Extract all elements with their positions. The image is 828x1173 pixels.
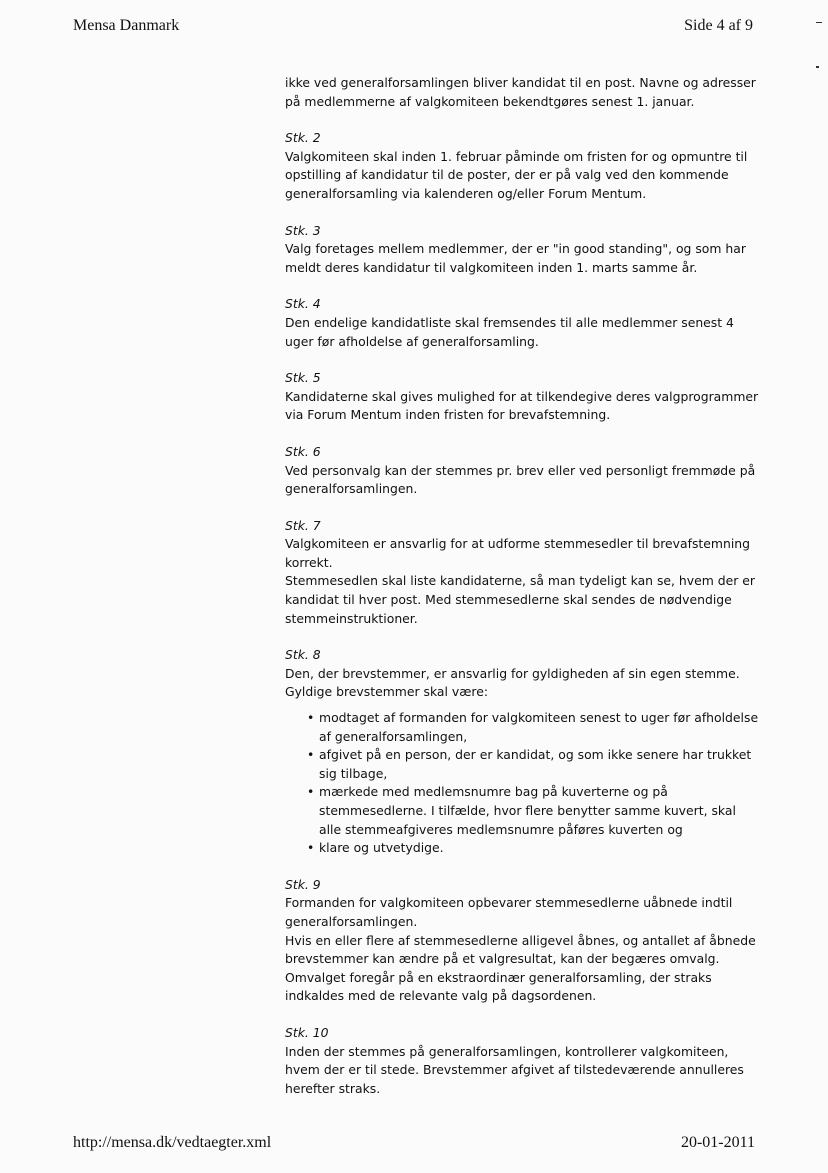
section-paragraph: Kandidaterne skal gives mulighed for at tilkendegive deres valgprogrammer via Forum Mentum inden fristen for brevafstemning.	[285, 388, 759, 423]
bullet-icon: •	[307, 840, 315, 856]
section-stk-6	[285, 443, 760, 499]
list-item	[307, 783, 760, 839]
section-paragraph: Ved personvalg kan der stemmes pr. brev eller ved personligt fremmøde på generalforsamlingen.	[285, 462, 756, 497]
list-item-text: afgivet på en person, der er kandidat, og som ikke senere har trukket sig tilbage,	[319, 747, 752, 781]
section-stk-7	[285, 517, 760, 629]
scan-mark	[816, 66, 819, 68]
list-item-text: modtaget af formanden for valgkomiteen senest to uger før afholdelse af generalforsamlingen,	[319, 710, 759, 744]
section-label: Stk. 3	[285, 222, 321, 238]
section-label: Stk. 2	[285, 130, 321, 146]
section-paragraph: Valgkomiteen er ansvarlig for at udforme stemmesedler til brevafstemning korrekt.	[285, 536, 750, 570]
section-paragraph: Hvis en eller flere af stemmesedlerne alligevel åbnes, og antallet af åbnede brevstemmer kan ændre på et valgresultat, kan der begæres omvalg. Omvalget foregår på en ekstraordinær generalforsamling, der straks indkaldes med de relevante valg på dagsordenen.	[285, 932, 756, 1004]
section-paragraph: Valgkomiteen skal inden 1. februar påminde om fristen for og opmuntre til opstilling af kandidatur til de poster, der er på valg ved den kommende generalforsamling via kalenderen og/eller Forum Mentum.	[285, 148, 748, 201]
bullet-icon: •	[307, 784, 315, 800]
section-label: Stk. 9	[285, 876, 321, 892]
section-paragraph: Den endelige kandidatliste skal fremsendes til alle medlemmer senest 4 uger før afholdelse af generalforsamling.	[285, 314, 734, 349]
list-item-text: mærkede med medlemsnumre bag på kuverterne og på stemmesedlerne. I tilfælde, hvor flere benytter samme kuvert, skal alle stemmeafgiveres medlemsnumre påføres kuverten og	[319, 784, 736, 837]
bullet-icon: •	[307, 747, 315, 763]
section-stk-9	[285, 876, 760, 1006]
section-stk-10	[285, 1024, 760, 1098]
section-paragraph: Valg foretages mellem medlemmer, der er "in good standing", og som har meldt deres kandidatur til valgkomiteen inden 1. marts samme år.	[285, 241, 746, 275]
footer-date: 20-01-2011	[680, 1134, 755, 1151]
section-paragraph: Stemmesedlen skal liste kandidaterne, så man tydeligt kan se, hvem der er kandidat til hver post. Med stemmesedlerne skal sendes de nødvendige stemmeinstruktioner.	[285, 573, 755, 626]
section-stk-8	[285, 646, 760, 858]
section-stk-5	[285, 369, 760, 425]
header-org-name: Mensa Danmark	[73, 17, 180, 34]
section-stk-3	[285, 222, 760, 278]
intro-paragraph: ikke ved generalforsamlingen bliver kandidat til en post. Navne og adresser på medlemmerne af valgkomiteen bekendtgøres senest 1. januar.	[285, 75, 756, 109]
section-paragraph: Inden der stemmes på generalforsamlingen, kontrollerer valgkomiteen, hvem der er til stede. Brevstemmer afgivet af tilstedeværende annulleres herefter straks.	[285, 1043, 744, 1096]
section-paragraph: Formanden for valgkomiteen opbevarer stemmesedlerne uåbnede indtil generalforsamlingen.	[285, 895, 733, 929]
section-label: Stk. 6	[285, 443, 321, 459]
list-item	[307, 709, 760, 746]
section-label: Stk. 10	[285, 1024, 329, 1040]
bullet-icon: •	[307, 710, 315, 726]
section-stk-2	[285, 129, 760, 203]
list-item-text: klare og utvetydige.	[319, 840, 444, 856]
section-paragraph: Den, der brevstemmer, er ansvarlig for gyldigheden af sin egen stemme. Gyldige brevstemmer skal være:	[285, 665, 740, 700]
document-body	[285, 74, 760, 1098]
section-label: Stk. 8	[285, 647, 321, 663]
footer-url: http://mensa.dk/vedtaegter.xml	[73, 1134, 272, 1151]
section-label: Stk. 7	[285, 517, 321, 533]
section-label: Stk. 4	[285, 296, 321, 312]
list-item	[307, 746, 760, 783]
section-stk-4	[285, 295, 760, 351]
header-page-number: Side 4 af 9	[684, 17, 753, 34]
validity-conditions-list	[285, 709, 760, 858]
section-label: Stk. 5	[285, 370, 321, 386]
list-item	[307, 839, 760, 858]
scan-mark	[816, 22, 822, 23]
